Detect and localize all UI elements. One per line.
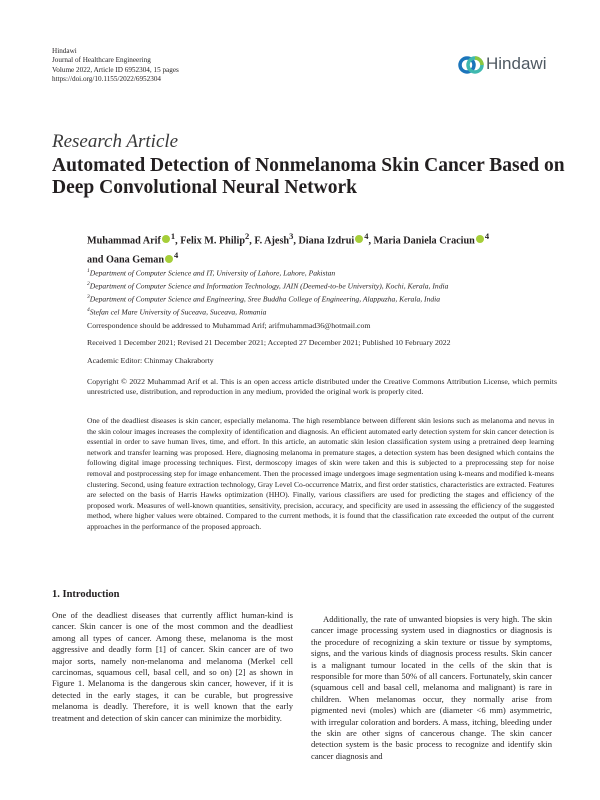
affiliation-number: 1	[87, 268, 90, 274]
title-line-1: Automated Detection of Nonmelanoma Skin Cancer Based on	[52, 155, 565, 176]
author-affiliation-ref: 4	[484, 231, 490, 241]
intro-left-column: One of the deadliest diseases that currently afflict human-kind is cancer. Skin cancer is one of the most common and the deadliest among all types of cancer. Among these, melanoma is the most aggressive and deadly form [1] of cancer. Skin cancer are of two major sorts, namely non-melanoma and melanoma (Merkel cell carcinomas, squamous cell, basal cell, and so on) [2] as shown in Figure 1. Melanoma is the dangerous skin cancer, however, if it is detected in the early stages, it can be curable, but progressive melanoma is deadly. Therefore, it is well known that the early treatment and detection of skin cancer can minimize the morbidity.	[52, 610, 293, 723]
journal-name: Journal of Healthcare Engineering	[52, 56, 151, 65]
hindawi-logo	[458, 50, 558, 80]
author-affiliation-ref: 2	[245, 231, 250, 241]
affiliation-number: 4	[87, 306, 90, 313]
doi-link[interactable]: https://doi.org/10.1155/2022/6952304	[52, 75, 162, 84]
author-affiliation-ref: 4	[174, 250, 179, 261]
copyright-notice: Copyright © 2022 Muhammad Arif et al. This is an open access article distributed under the Creative Commons Attribution License, which permits unrestricted use, distribution, and reproduction in any medium, provided the original work is properly cited.	[87, 377, 557, 397]
journal-header	[52, 47, 179, 85]
author-name: Diana Izdrui	[298, 235, 355, 247]
orcid-icon[interactable]	[165, 255, 173, 263]
affiliation-item	[87, 279, 557, 292]
title-line-2: Deep Convolutional Neural Network	[52, 177, 357, 198]
affiliation-text: Department of Computer Science and Engineering, Sree Buddha College of Engineering, Alappuzha, Kerala, India	[89, 294, 441, 304]
author-list: Muhammad Arif $^1$, Felix M. Philip$^2$, F. Ajesh$^3$, Diana Izdrui $^4$, Maria Daniela Craciun $^4$ and Oana Geman $^4$	[87, 231, 490, 266]
article-title	[52, 155, 572, 199]
affiliation-number: 3	[87, 293, 90, 300]
affiliation-item	[87, 266, 557, 279]
academic-editor: Academic Editor: Chinmay Chakraborty	[87, 356, 214, 365]
author-name: and Oana Geman	[87, 254, 164, 266]
author-affiliation-ref: 1	[170, 231, 176, 241]
intro-right-column: Additionally, the rate of unwanted biopsies is very high. The skin cancer image processing system used in diagnostics or diagnosis is the procedure of recognizing a skin texture or tissue by symptoms, signs, and the various kinds of diagnosis process results. Skin cancer is a malignant tumour located in the cells of the skin that is responsible for more than 50% of all cancers. Fortunately, skin cancer (squamous cell and basal cell, melanoma and malignant) is rare in children. When melanomas occur, they normally arise from pigmented nevi (moles) which are (diameter <6 mm) asymmetric, with irregular coloration and borders. A mass, itching, bleeding under the skin are other signs of cancerous change. The skin cancer detection system is the basic process to recognize and identify skin cancer diagnosis and	[311, 614, 552, 761]
author-affiliation-ref: 4	[364, 231, 369, 241]
author-affiliation-ref: 3	[289, 231, 294, 241]
orcid-icon[interactable]	[162, 235, 170, 243]
hindawi-logo-icon	[458, 50, 486, 80]
publisher-name: Hindawi	[52, 47, 77, 55]
affiliation-text: Department of Computer Science and IT, University of Lahore, Lahore, Pakistan	[89, 268, 336, 278]
affiliation-item	[87, 305, 557, 318]
affiliation-text: Stefan cel Mare University of Suceava, Suceava, Romania	[89, 307, 267, 317]
volume-info: Volume 2022, Article ID 6952304, 15 pages	[52, 65, 179, 74]
affiliation-text: Department of Computer Science and Information Technology, JAIN (Deemed-to-be University), Kochi, Kerala, India	[89, 281, 449, 291]
correspondence: Correspondence should be addressed to Muhammad Arif; arifmuhammad36@hotmail.com	[87, 321, 371, 330]
author-name: Muhammad Arif	[87, 235, 161, 247]
author-name: Felix M. Philip	[180, 235, 246, 247]
author-name: Maria Daniela Craciun	[373, 235, 475, 247]
orcid-icon[interactable]	[476, 235, 484, 243]
hindawi-logo-text: Hindawi	[486, 54, 547, 73]
section-heading: 1. Introduction	[52, 589, 120, 600]
abstract: One of the deadliest diseases is skin cancer, especially melanoma. The high resemblance between different skin lesions such as melanoma and nevus in the skin colour images increases the complexity of identification and diagnosis. An efficient automated early detection system for skin cancer detection is essential in order to save human lives, time, and effort. In this article, an automatic skin lesion classification system using a pretrained deep learning network and transfer learning was proposed. Here, diagnosing melanoma in premature stages, a detection system has been designed which contains the following digital image processing techniques. First, dermoscopy images of skin were taken and this is subjected to a preprocessing step for noise removal and postprocessing step for image enhancement. Then the processed image undergoes image segmentation using k-means and modified k-means clustering. Second, using feature extraction technology, Gray Level Co-occurrence Matrix, and first order statistics, characteristics are extracted. Features are selected on the basis of Harris Hawks optimization (HHO). Finally, various classifiers are used for predicting the stages and efficiency of the proposed work. Measures of well-known quantities, sensitivity, precision, accuracy, and specificity are used in assessing the efficiency of the suggested method, where higher values were obtained. Compared to the current methods, it is found that the classification rate exceeded the output of the current approaches in the performance of the proposed approach.	[87, 416, 554, 531]
orcid-icon[interactable]	[355, 235, 363, 243]
publication-dates: Received 1 December 2021; Revised 21 December 2021; Accepted 27 December 2021; Published 10 February 2022	[87, 338, 451, 347]
author-name: F. Ajesh	[254, 235, 290, 247]
affiliation-item	[87, 292, 557, 305]
article-type: Research Article	[52, 131, 179, 152]
affiliation-number: 2	[87, 280, 90, 287]
affiliation-list	[87, 266, 557, 318]
